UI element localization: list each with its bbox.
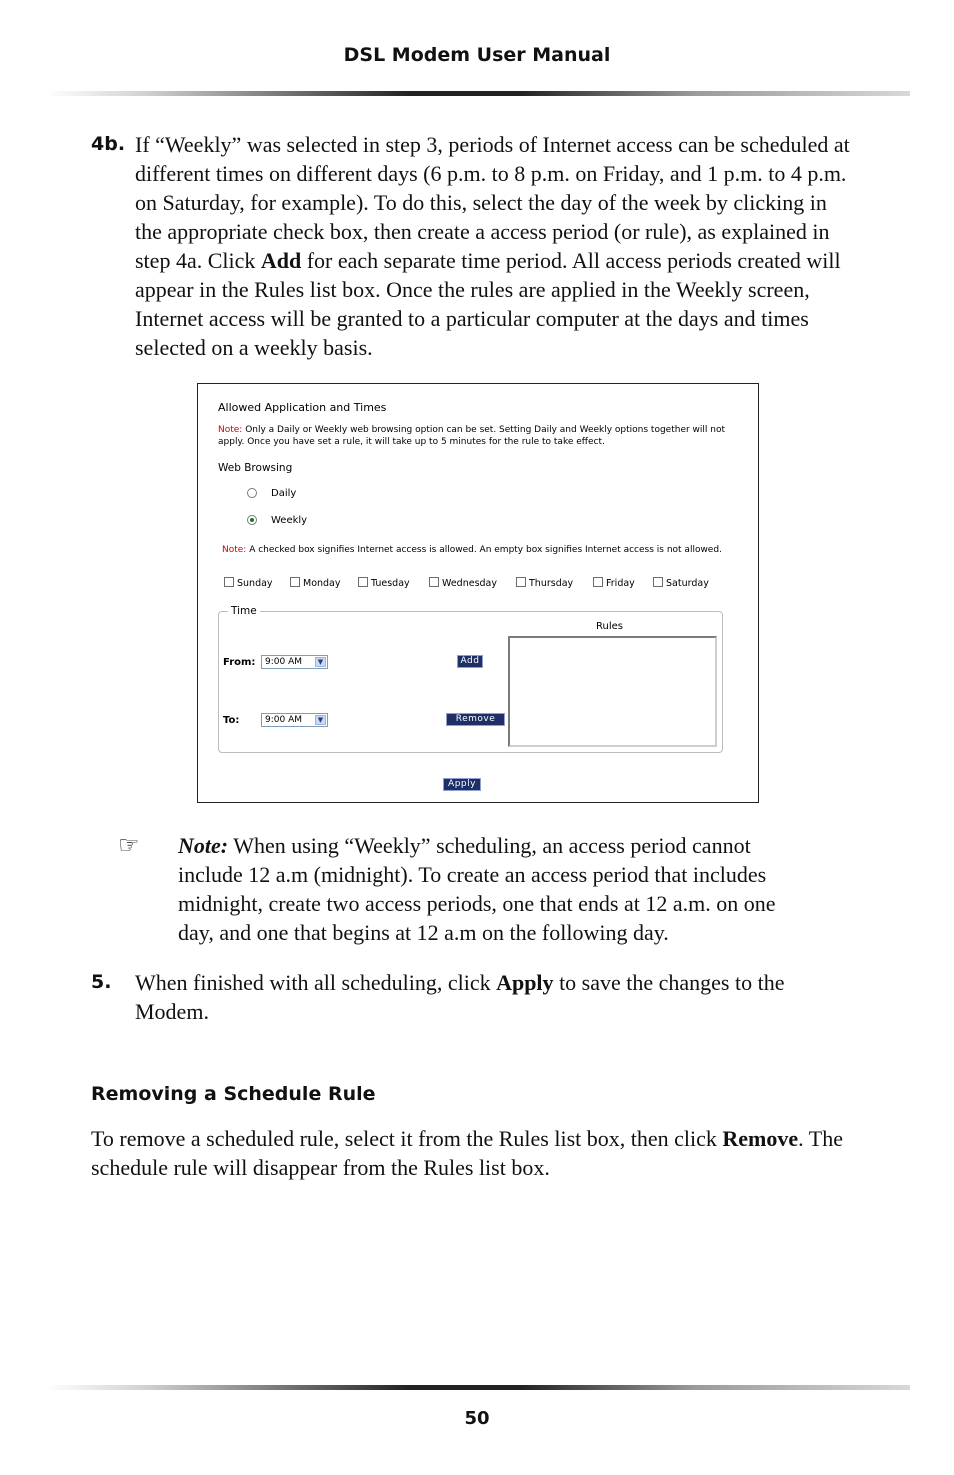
day-label: Thursday	[529, 578, 574, 589]
step-text	[135, 130, 855, 362]
from-time-value: 9:00 AM	[265, 657, 302, 667]
radio-daily-label: Daily	[271, 488, 297, 499]
day-sunday[interactable]	[224, 577, 273, 589]
checkbox[interactable]	[224, 577, 234, 587]
day-monday[interactable]	[290, 577, 341, 589]
step-number: 5.	[91, 971, 112, 993]
to-time-value: 9:00 AM	[265, 715, 302, 725]
apply-button[interactable]: Apply	[443, 778, 481, 791]
day-label: Friday	[606, 578, 635, 589]
radio-daily[interactable]	[247, 488, 257, 498]
to-time-select[interactable]	[261, 713, 328, 727]
day-saturday[interactable]	[653, 577, 709, 589]
page-header-title: DSL Modem User Manual	[343, 44, 611, 66]
checkbox[interactable]	[593, 577, 603, 587]
day-wednesday[interactable]	[429, 577, 497, 589]
radio-weekly[interactable]	[247, 515, 257, 525]
header-divider	[46, 91, 910, 96]
footer-divider	[46, 1385, 910, 1390]
step-number: 4b.	[91, 133, 126, 155]
day-label: Monday	[303, 578, 341, 589]
day-friday[interactable]	[593, 577, 635, 589]
day-label: Sunday	[237, 578, 273, 589]
step-text-part: When finished with all scheduling, click	[135, 970, 497, 995]
from-time-select[interactable]	[261, 655, 328, 669]
checkbox[interactable]	[516, 577, 526, 587]
add-button[interactable]: Add	[457, 655, 483, 668]
note-label: Note:	[222, 545, 247, 555]
checkbox[interactable]	[653, 577, 663, 587]
time-legend: Time	[228, 605, 260, 617]
paragraph-part: To remove a scheduled rule, select it from the Rules list box, then click	[91, 1126, 723, 1151]
screenshot-weekly-schedule	[197, 383, 759, 803]
step-text	[135, 968, 835, 1026]
remove-button[interactable]: Remove	[446, 713, 505, 726]
paragraph-part: . The schedule rule will disappear from the Rules list box.	[91, 1126, 843, 1180]
day-label: Tuesday	[371, 578, 410, 589]
note-body: When using “Weekly” scheduling, an access period cannot include 12 a.m (midnight). To create an access period that includes midnight, create two access periods, one that ends at 12 a.m. on one day, and one that begins at 12 a.m on the following day.	[178, 833, 776, 945]
chevron-down-icon: ▼	[315, 657, 326, 667]
note-text	[178, 831, 798, 947]
step-4b	[91, 130, 855, 362]
step-5	[91, 968, 835, 1026]
radio-weekly-label: Weekly	[271, 515, 308, 526]
section-heading: Removing a Schedule Rule	[91, 1083, 376, 1105]
day-label: Wednesday	[442, 578, 498, 589]
day-tuesday[interactable]	[358, 577, 410, 589]
to-label: To:	[223, 715, 240, 726]
pointing-hand-icon: ☞	[118, 831, 140, 859]
step-text-part: for each separate time period. All access periods created will appear in the Rules list box. Once the rules are applied in the Weekly screen, Internet access will be granted to a particular computer at the days and times selected on a weekly basis.	[135, 248, 841, 360]
note-text: Only a Daily or Weekly web browsing option can be set. Setting Daily and Weekly options together will not apply. Once you have set a rule, it will take up to 5 minutes for the rule to take effect.	[218, 425, 726, 447]
section-paragraph	[91, 1124, 851, 1182]
rules-listbox[interactable]	[508, 636, 717, 747]
web-browsing-label: Web Browsing	[218, 462, 293, 474]
checkbox[interactable]	[429, 577, 439, 587]
checkbox[interactable]	[358, 577, 368, 587]
note-label: Note:	[178, 833, 229, 858]
paragraph-bold: Remove	[722, 1126, 799, 1151]
screenshot-note-1	[218, 424, 738, 448]
step-text-part: to save the changes to the Modem.	[135, 970, 785, 1024]
note-block	[118, 831, 798, 947]
note-label: Note:	[218, 425, 243, 435]
chevron-down-icon: ▼	[315, 715, 326, 725]
note-text: A checked box signifies Internet access is allowed. An empty box signifies Internet access is not allowed.	[246, 545, 722, 555]
from-label: From:	[223, 657, 256, 668]
step-text-bold: Add	[260, 248, 302, 273]
screenshot-note-2	[222, 544, 732, 556]
day-thursday[interactable]	[516, 577, 573, 589]
screenshot-title: Allowed Application and Times	[218, 401, 387, 414]
step-text-bold: Apply	[496, 970, 554, 995]
step-text-part: If “Weekly” was selected in step 3, periods of Internet access can be scheduled at different times on different days (6 p.m. to 8 p.m. on Friday, and 1 p.m. to 4 p.m. on Saturday, for example). To do this, select the day of the week by clicking in the appropriate check box, then create a access period (or rule), as explained in step 4a. Click	[135, 132, 850, 273]
checkbox[interactable]	[290, 577, 300, 587]
rules-label: Rules	[596, 621, 623, 632]
page-number: 50	[464, 1408, 490, 1429]
day-label: Saturday	[666, 578, 709, 589]
